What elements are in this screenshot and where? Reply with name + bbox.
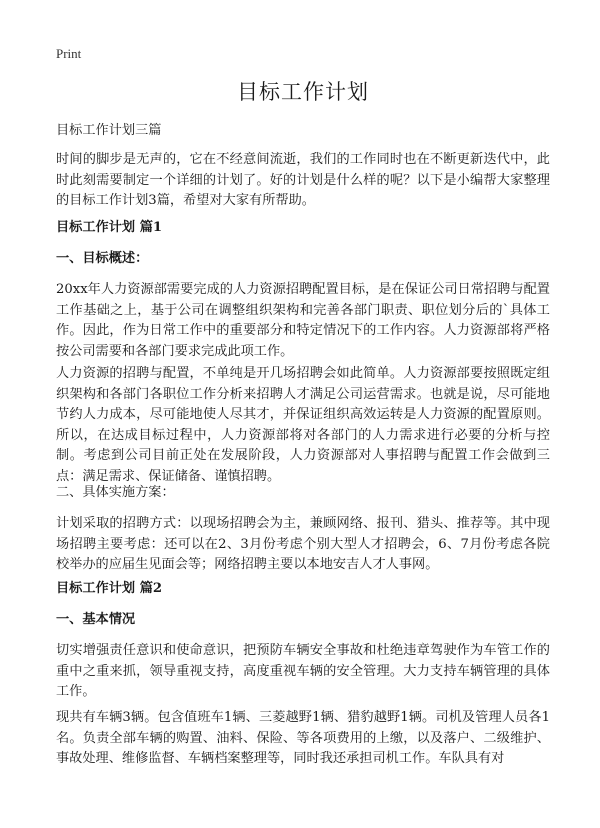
part2-heading: 目标工作计划 篇2 [56,581,163,596]
part1-section1-heading: 一、目标概述： [56,251,149,266]
document-title: 目标工作计划 [237,80,369,104]
part2-section1-heading: 一、基本情况 [56,612,136,627]
print-link[interactable]: Print [56,46,82,61]
document-subtitle: 目标工作计划三篇 [56,123,162,138]
part1-paragraph-2: 人力资源的招聘与配置，不单纯是开几场招聘会如此简单。人力资源部要按照既定组织架构和各部门各职位工作分析来招聘人才满足公司运营需求。也就是说，尽可能地节约人力成本，尽可能地使人尽其才，并保证组织高效运转是人力资源的配置原则。所以，在达成目标过程中，人力资源部将对各部门的人力需求进行必要的分析与控制。考虑到公司目前正处在发展阶段，人力资源部对人事招聘与配置工作会做到三点：满足需求、保证储备、谨慎招聘。 [56,366,550,484]
document-page [56,0,550,828]
part1-paragraph-1: 20xx年人力资源部需要完成的人力资源招聘配置目标，是在保证公司日常招聘与配置工作基础之上，基于公司在调整组织架构和完善各部门职责、职位划分后的`具体工作。因此，作为日常工作中的重要部分和特定情况下的工作内容。人力资源部将严格按公司需要和各部门要求完成此项工作。 [56,282,550,359]
part2-paragraph-2: 现共有车辆3辆。包含值班车1辆、三菱越野1辆、猎豹越野1辆。司机及管理人员各1名。负责全部车辆的购置、油料、保险、等各项费用的上缴，以及落户、二级维护、事故处理、维修监督、车辆档案整理等，同时我还承担司机工作。车队具有对 [56,710,550,766]
part1-heading: 目标工作计划 篇1 [56,220,163,235]
part1-section2-heading: 二、具体实施方案： [56,485,175,500]
part1-paragraph-3: 计划采取的招聘方式：以现场招聘会为主，兼顾网络、报刊、猎头、推荐等。其中现场招聘主要考虑：还可以在2、3月份考虑个别大型人才招聘会，6、7月份考虑各院校举办的应届生见面会等；网络招聘主要以本地安吉人才人事网。 [56,516,550,572]
part2-paragraph-1: 切实增强责任意识和使命意识，把预防车辆安全事故和杜绝违章驾驶作为车管工作的重中之重来抓，领导重视支持，高度重视车辆的安全管理。大力支持车辆管理的具体工作。 [56,643,550,699]
intro-paragraph: 时间的脚步是无声的，它在不经意间流逝，我们的工作同时也在不断更新迭代中，此时此刻需要制定一个详细的计划了。好的计划是什么样的呢？以下是小编帮大家整理的目标工作计划3篇，希望对大家有所帮助。 [56,152,550,208]
